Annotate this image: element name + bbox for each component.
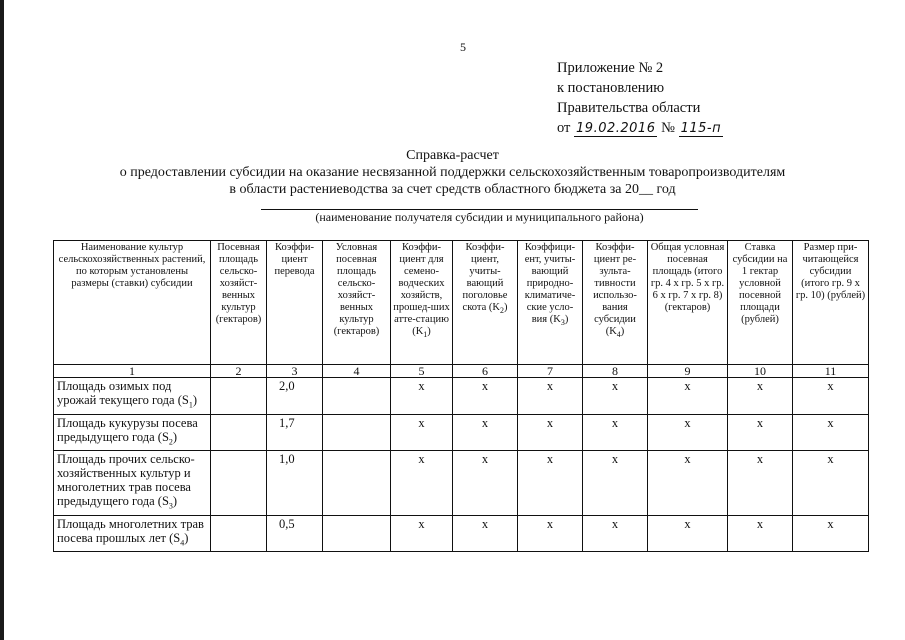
cell-conditional-area <box>323 451 391 516</box>
page-number: 5 <box>460 40 466 54</box>
cell-k3: x <box>518 515 583 552</box>
cell-rate: x <box>728 414 793 451</box>
column-number: 9 <box>648 365 728 378</box>
cell-k1: x <box>391 451 453 516</box>
header-k4: Коэффи-циент ре-зульта-тивности использо-вания субсидии $(K_4)$ <box>583 241 648 365</box>
cell-k3: x <box>518 414 583 451</box>
row-label: Площадь озимых под урожай текущего года $(S_1)$ <box>54 378 211 415</box>
cell-k2: x <box>453 378 518 415</box>
cell-subsidy-amount: x <box>793 414 869 451</box>
cell-k1: x <box>391 414 453 451</box>
column-number: 11 <box>793 365 869 378</box>
header-subsidy-amount: Размер при-читающейся субсидии (итого гр. 9 x гр. 10) (рублей) <box>793 241 869 365</box>
appendix-line-3: Правительства области <box>557 100 701 116</box>
header-conversion-coef: Коэффи-циент перевода <box>267 241 323 365</box>
cell-k2: x <box>453 451 518 516</box>
column-number: 5 <box>391 365 453 378</box>
row-label: Площадь многолетних трав посева прошлых лет $(S_4)$ <box>54 515 211 552</box>
appendix-line-2: к постановлению <box>557 80 665 96</box>
cell-conversion-coef: 2,0 <box>267 378 323 415</box>
cell-k4: x <box>583 515 648 552</box>
cell-sown-area <box>211 451 267 516</box>
table-row <box>54 451 869 516</box>
header-sown-area: Посевная площадь сельско-хозяйст-венных культур (гектаров) <box>211 241 267 365</box>
cell-k1: x <box>391 515 453 552</box>
cell-sown-area <box>211 515 267 552</box>
cell-k2: x <box>453 414 518 451</box>
cell-total-area: x <box>648 515 728 552</box>
column-number: 4 <box>323 365 391 378</box>
handwritten-date: 19.02.2016 <box>576 121 656 136</box>
handwritten-number: 115-п <box>680 121 722 136</box>
cell-k3: x <box>518 451 583 516</box>
document-title: Справка-расчет <box>406 148 499 163</box>
cell-k2: x <box>453 515 518 552</box>
header-rate: Ставка субсидии на 1 гектар условной посевной площади (рублей) <box>728 241 793 365</box>
cell-k4: x <box>583 451 648 516</box>
cell-k3: x <box>518 378 583 415</box>
scan-edge-bar <box>0 0 4 640</box>
cell-conversion-coef: 0,5 <box>267 515 323 552</box>
table-row <box>54 515 869 552</box>
table-row <box>54 414 869 451</box>
cell-subsidy-amount: x <box>793 515 869 552</box>
number-label: № <box>661 120 675 136</box>
cell-total-area: x <box>648 378 728 415</box>
cell-subsidy-amount: x <box>793 451 869 516</box>
cell-conversion-coef: 1,0 <box>267 451 323 516</box>
row-label: Площадь кукурузы посева предыдущего года $(S_2)$ <box>54 414 211 451</box>
column-number: 8 <box>583 365 648 378</box>
cell-total-area: x <box>648 451 728 516</box>
cell-k1: x <box>391 378 453 415</box>
header-conditional-area: Условная посевная площадь сельско-хозяйст-венных культур (гектаров) <box>323 241 391 365</box>
cell-total-area: x <box>648 414 728 451</box>
cell-k4: x <box>583 378 648 415</box>
cell-subsidy-amount: x <box>793 378 869 415</box>
table-header-row <box>54 241 869 365</box>
cell-sown-area <box>211 378 267 415</box>
table-row <box>54 378 869 415</box>
cell-k4: x <box>583 414 648 451</box>
header-k3: Коэффици-ент, учиты-вающий природно-климатиче-ские усло-вия $(K_3)$ <box>518 241 583 365</box>
header-crop-name: Наименование культур сельскохозяйственных растений, по которым установлены размеры (ставки) субсидии <box>54 241 211 365</box>
column-number: 7 <box>518 365 583 378</box>
cell-rate: x <box>728 378 793 415</box>
header-total-area: Общая условная посевная площадь (итого гр. 4 x гр. 5 x гр. 6 x гр. 7 x гр. 8) (гектаров) <box>648 241 728 365</box>
cell-conditional-area <box>323 515 391 552</box>
recipient-caption: (наименование получателя субсидии и муниципального района) <box>315 210 644 224</box>
cell-conditional-area <box>323 414 391 451</box>
cell-conditional-area <box>323 378 391 415</box>
column-number: 2 <box>211 365 267 378</box>
column-number-row <box>54 365 869 378</box>
column-number: 6 <box>453 365 518 378</box>
document-subtitle-line-2: в области растениеводства за счет средств областного бюджета за 20__ год <box>229 182 676 197</box>
calculation-table <box>53 240 869 552</box>
appendix-line-1: Приложение № 2 <box>557 60 664 76</box>
cell-sown-area <box>211 414 267 451</box>
cell-conversion-coef: 1,7 <box>267 414 323 451</box>
cell-rate: x <box>728 451 793 516</box>
appendix-block <box>557 58 723 139</box>
header-k2: Коэффи-циент, учиты-вающий поголовье скота $(K_2)$ <box>453 241 518 365</box>
header-k1: Коэффи-циент для семено-водческих хозяйств, прошед-ших атте-стацию $(K_1)$ <box>391 241 453 365</box>
from-label: от <box>557 120 571 136</box>
row-label: Площадь прочих сельско-хозяйственных культур и многолетних трав посева предыдущего года $(S_3)$ <box>54 451 211 516</box>
column-number: 3 <box>267 365 323 378</box>
appendix-date-line <box>557 118 723 139</box>
column-number: 10 <box>728 365 793 378</box>
column-number: 1 <box>54 365 211 378</box>
document-subtitle-line-1: о предоставлении субсидии на оказание несвязанной поддержки сельскохозяйственным товаропроизводителям <box>119 165 786 180</box>
cell-rate: x <box>728 515 793 552</box>
